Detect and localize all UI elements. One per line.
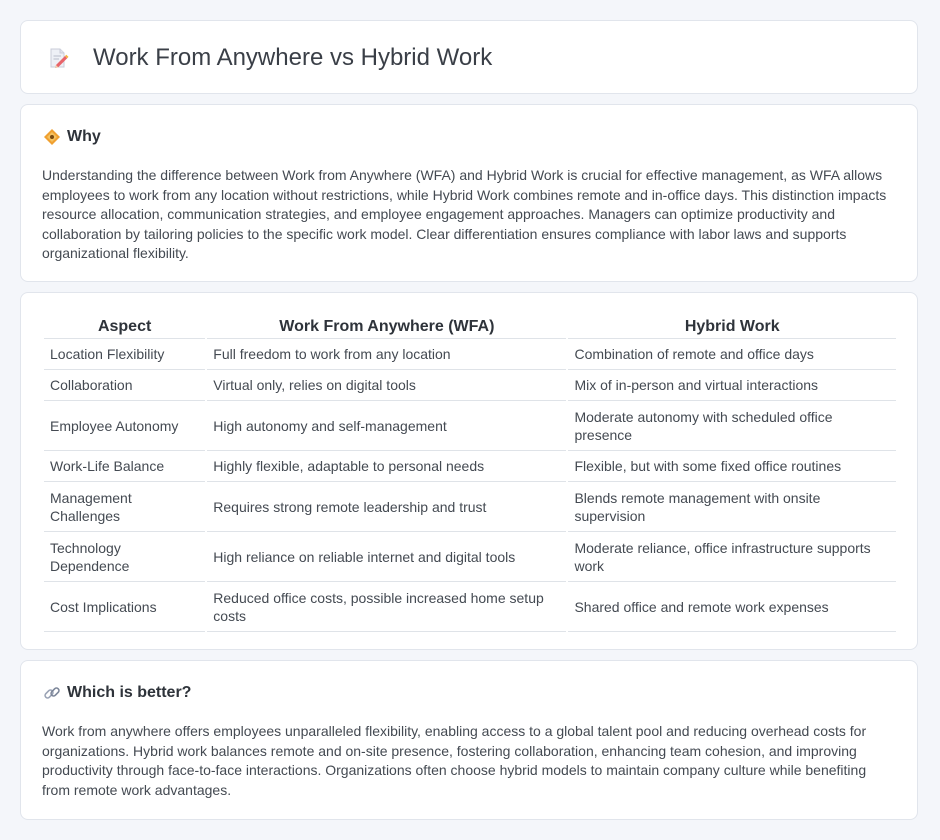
cell-aspect: Collaboration	[44, 370, 205, 401]
why-heading	[43, 127, 101, 147]
table-row	[44, 370, 896, 401]
which-section	[20, 660, 918, 820]
link-icon	[43, 684, 61, 702]
why-section	[20, 104, 918, 282]
cell-wfa: High autonomy and self-management	[207, 401, 566, 451]
cell-wfa: Full freedom to work from any location	[207, 339, 566, 370]
cell-hybrid: Moderate autonomy with scheduled office presence	[568, 401, 896, 451]
comparison-section	[20, 292, 918, 650]
document-pencil-icon	[47, 47, 69, 69]
cell-aspect: Technology Dependence	[44, 532, 205, 582]
why-title: Why	[67, 128, 101, 145]
cell-wfa: High reliance on reliable internet and digital tools	[207, 532, 566, 582]
cell-hybrid: Flexible, but with some fixed office routines	[568, 451, 896, 482]
header-hybrid: Hybrid Work	[568, 314, 896, 339]
diamond-sign-icon	[43, 128, 61, 146]
table-header-row	[44, 314, 896, 339]
why-text: Understanding the difference between Work from Anywhere (WFA) and Hybrid Work is crucial for effective management, as WFA allows employees to work from any location without restrictions, while Hybrid Work combines remote and in-office days. This distinction impacts resource allocation, communication strategies, and employee engagement approaches. Managers can optimize productivity and collaboration by tailoring policies to the specific work model. Clear differentiation ensures compliance with labor laws and supports organizational flexibility.	[42, 167, 887, 262]
table-row	[44, 582, 896, 632]
cell-wfa: Reduced office costs, possible increased home setup costs	[207, 582, 566, 632]
cell-aspect: Work-Life Balance	[44, 451, 205, 482]
cell-aspect: Employee Autonomy	[44, 401, 205, 451]
cell-wfa: Highly flexible, adaptable to personal needs	[207, 451, 566, 482]
cell-wfa: Virtual only, relies on digital tools	[207, 370, 566, 401]
table-row	[44, 482, 896, 532]
comparison-table	[42, 314, 898, 632]
cell-hybrid: Shared office and remote work expenses	[568, 582, 896, 632]
cell-aspect: Location Flexibility	[44, 339, 205, 370]
cell-wfa: Requires strong remote leadership and trust	[207, 482, 566, 532]
cell-aspect: Management Challenges	[44, 482, 205, 532]
cell-hybrid: Moderate reliance, office infrastructure supports work	[568, 532, 896, 582]
page-title: Work From Anywhere vs Hybrid Work	[93, 44, 493, 71]
table-row	[44, 401, 896, 451]
cell-hybrid: Blends remote management with onsite supervision	[568, 482, 896, 532]
which-text: Work from anywhere offers employees unparalleled flexibility, enabling access to a global talent pool and reducing overhead costs for organizations. Hybrid work balances remote and on-site presence, fostering collaboration, enhancing team cohesion, and improving productivity through face-to-face interactions. Organizations often choose hybrid models to maintain company culture while benefiting from remote work advantages.	[42, 723, 867, 798]
header-card	[20, 20, 918, 94]
table-row	[44, 532, 896, 582]
which-heading	[43, 683, 191, 703]
which-title: Which is better?	[67, 684, 192, 701]
cell-aspect: Cost Implications	[44, 582, 205, 632]
table-row	[44, 339, 896, 370]
cell-hybrid: Mix of in-person and virtual interactions	[568, 370, 896, 401]
header-aspect: Aspect	[44, 314, 205, 339]
table-row	[44, 451, 896, 482]
cell-hybrid: Combination of remote and office days	[568, 339, 896, 370]
header-wfa: Work From Anywhere (WFA)	[207, 314, 566, 339]
